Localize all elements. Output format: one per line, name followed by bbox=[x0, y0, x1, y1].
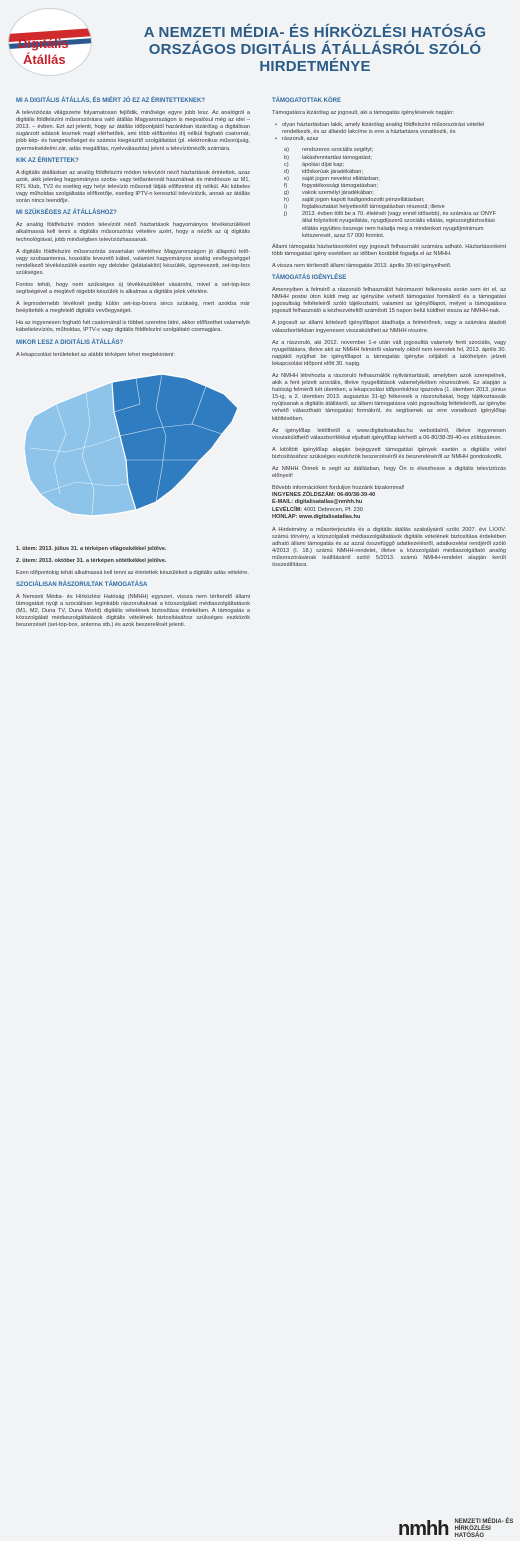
section-heading: MIKOR LESZ A DIGITÁLIS ÁTÁLLÁS? bbox=[16, 339, 124, 346]
paragraph: Amennyiben a felmérő a rászoruló felhasználót háromszori felkeresés során sem éri el, az NMHH postai úton küldi meg az igényübe vehető támogatási formákról és a támogatási jogosultság feltételeiről szóló tájékoztatót, valamint az igénylőlapot, melyet a támogatásra jogosult felhasználó a kézhezvételtől számított 15 napon belül küldhet vissza az NMHH-nak. bbox=[272, 287, 506, 315]
letter-text: saját jogon kapott hadigondozotti pénzellátásban; bbox=[302, 197, 425, 204]
paragraph: A vissza nem térítendő állami támogatás 2013. április 30-tól igényelhető. bbox=[272, 262, 452, 269]
section-heading: MI SZÜKSÉGES AZ ÁTÁLLÁSHOZ? bbox=[16, 210, 117, 217]
letter-text: időskorúak járadékában; bbox=[302, 168, 363, 175]
email-label: E-MAIL: bbox=[272, 499, 294, 506]
schedule-date-2: 2. ütem: 2013. október 31. a térképen sötétkékkel jelölve. bbox=[16, 557, 167, 564]
letter-text: ápolási díjat kap; bbox=[302, 161, 344, 168]
letter-key: c) bbox=[284, 161, 289, 168]
letter-text: lakásfenntartási támogatást; bbox=[302, 154, 372, 161]
contact-web-row bbox=[272, 514, 506, 521]
contact-phone-row bbox=[272, 492, 506, 499]
letter-key: a) bbox=[284, 147, 289, 154]
phone-label: INGYENES ZÖLDSZÁM: bbox=[272, 492, 336, 499]
paragraph: A kitöltött igénylőlap alapján bejegyzett támogatási igények esetén a digitális vétel biztosításához szükséges eszközök beszerzéséről és beszereléséről az NMHH gondoskodik. bbox=[272, 446, 506, 460]
letter-text: saját jogon nevelési ellátásban; bbox=[302, 175, 380, 182]
paragraph: Ezen időpontokig tehát alkalmassá kell tenni az érintettek készülékeit a digitális adás vételére. bbox=[16, 569, 249, 576]
logo-circle bbox=[8, 8, 92, 76]
nmhh-logo bbox=[398, 1518, 520, 1541]
section-heading: TÁMOGATOTTAK KÖRE bbox=[272, 98, 341, 104]
paragraph: Az NMHH létrehozta a rászoruló felhasználók nyilvántartását, amelyben azok szerepelnek, akik a fent jelzett szociális, illetve nyugellátások valamelyikében részesülnek. Ez alapján a hatóság felmérői két ütemben, a lekapcsolási időpontokhoz igazodva (1. ütemben 2013. június 15-ig, a 2. ütemben 2013. augusztus 31-ig) felkeresik a rászorultakat, hogy tájékoztassák nyújtsanak a digitális átállásról, az állami támogatásra való jogosultság feltételeiről, az igénybe vehető választható támogatási formákról, és segítsenek az erre vonatkozó igénylőlap kitöltésében. bbox=[272, 373, 506, 422]
paragraph: Az igénylőlap letölthető a www.digitalisatallas.hu weboldalról, illetve ingyenesen visszaküldhető válaszborítékkal eljuttatt igénylőlap kérhető a 06-80/38-39-40-es zöldszámon. bbox=[272, 427, 506, 441]
paragraph: A lekapcsolási területeket az alábbi térképen lehet megtekinteni: bbox=[16, 351, 175, 358]
letter-item bbox=[284, 176, 506, 183]
right-column bbox=[272, 98, 506, 574]
title-line2: ORSZÁGOS DIGITÁLIS ÁTÁLLÁSRÓL SZÓLÓ HIRDETMÉNYE bbox=[148, 41, 482, 75]
letter-text: foglalkoztatást helyettesítő támogatásban részesül; illetve bbox=[302, 204, 445, 211]
bullet-item: • rászorult, azaz bbox=[282, 136, 506, 143]
letter-item bbox=[284, 204, 506, 211]
letter-item bbox=[284, 169, 506, 176]
letter-key: d) bbox=[284, 168, 289, 175]
web-label: HONLAP: bbox=[272, 513, 298, 520]
section-heading: TÁMOGATÁS IGÉNYLÉSE bbox=[272, 274, 347, 281]
paragraph: A legmodernebb tévéknél pedig külön set-top-boxra sincs szükség, mert azokba már beépítették a megfelelő digitális vevőegységet. bbox=[16, 301, 250, 315]
letter-key: i) bbox=[284, 204, 288, 211]
paragraph: Fontos tehát, hogy nem szükséges új tévékészüléket vásárolni, mivel a set-top-box segítségével a meglévő régebbi készülék is alkalmas a digitális jelek vételére. bbox=[16, 281, 250, 296]
left-column bbox=[16, 98, 250, 635]
letter-item bbox=[284, 147, 506, 154]
letter-key: j) bbox=[284, 211, 288, 218]
letter-text: fogyatékossági támogatásban; bbox=[302, 182, 378, 189]
post-address: 4001 Debrecen, Pf. 230 bbox=[303, 506, 363, 513]
logo-text-line2: Átállás bbox=[23, 52, 66, 67]
paragraph: A Nemzeti Média- és Hírközlési Hatóság (NMHH) egyszeri, vissza nem térítendő állami támogatást nyújt a szociálisan leginkább rászorultaknak a közszolgálati médiaszolgáltatások (M1, M2, Duna TV, Duna World) digitális vételének biztosítása érdekében. A támogatás a közszolgálati médiaszolgáltatások digitális vételének biztosításához szükséges eszközök beszerzését (set-top-box, antenna stb.) és azok beszerelését jelenti. bbox=[16, 594, 250, 629]
eligibility-letter-list bbox=[284, 147, 506, 239]
letter-key: h) bbox=[284, 197, 289, 204]
hungary-map-graphic bbox=[16, 364, 250, 540]
letter-item bbox=[284, 211, 506, 239]
letter-item bbox=[284, 190, 506, 197]
post-label: LEVÉLCÍM: bbox=[272, 506, 303, 513]
schedule-date-1: 1. ütem: 2013. július 31. a térképen világoskékkel jelölve. bbox=[16, 545, 167, 552]
contact-block bbox=[272, 485, 506, 520]
paragraph: A televíziózás világszerte folyamatosan fejlődik, minősége egyre jobb lesz. Az analógról a digitális földfelszíni műsorszórásra való átállás Magyarországon is megvalósul még az idei – 2013. – évben. Ezt azt jelenti, hogy az átállás időpontjától hazánkban kizárólag a digitálisan sugárzott adások lesznek majd elérhetőek, ami több előfizetési díj nélkül fogható csatornát, jobb kép- és hangminőséget és számos kiegészítő szolgáltatást (pl. elektronikus műsorújság, gyermekvédelmi zár, adás megállítás, nyelvválasztás) jelent a televíziónézők számára. bbox=[16, 110, 250, 152]
footer bbox=[0, 742, 520, 1540]
contact-post-row bbox=[272, 507, 506, 514]
paragraph: Ha az ingyenesen fogható hét csatornánál is többet szeretne látni, akkor előfizethet valamelyik kábeltelevíziós, műholdas, IPTV-s vagy digitális földfelszíni szolgáltató csomagjára. bbox=[16, 320, 250, 334]
nmhh-name-line1: NEMZETI MÉDIA- ÉS bbox=[454, 1519, 514, 1525]
eligibility-bullet-list bbox=[282, 122, 506, 143]
map-phase2-dark-area bbox=[112, 374, 238, 510]
contact-email-row bbox=[272, 499, 506, 506]
letter-text: rendszeres szociális segélyt; bbox=[302, 147, 374, 154]
nmhh-name-line2: HÍRKÖZLÉSI HATÓSÁG bbox=[454, 1526, 491, 1539]
paragraph: A jogosult az állami kötelező igénylőlapot átadhatja a felmérőnek, vagy a számára átadott válaszborítékban ingyenesen visszaküldheti az NMHH részére. bbox=[272, 320, 506, 334]
paragraph: Az NMHH Önnek is segít az átállásban, hogy Ön is élvezhesse a digitális televíziózás előnyeit! bbox=[272, 466, 506, 480]
paragraph: Állami támogatás háztartásonként egy jogosult felhasználó számára adható. Háztartásonként több támogatási igény esetében az időben korábbit fogadja el az NMHH. bbox=[272, 243, 506, 257]
title-line1: A NEMZETI MÉDIA- ÉS HÍRKÖZLÉSI HATÓSÁG bbox=[143, 24, 487, 41]
digitalis-atallas-logo bbox=[8, 8, 94, 78]
paragraph: Az analóg földfelszíni módon televíziót néző háztartások hagyományos tévékészülékeit alkalmassá kell tenni a digitális műsorszórás vételére azért, hogy a nézők az új digitális technológiával, jobb minőségben televíziózhassanak. bbox=[16, 222, 250, 243]
paragraph: A Hirdetmény a műsorterjesztés és a digitális átállás szabályairól szóló 2007. évi LXXIV. számú törvény, a közszolgálati médiaszolgáltatások digitális vételének biztosítása érdekében adható állami támogatás és az azzal összefüggő adatkezelésről, adatkezelési rendjéről szóló 4/2013 (I. 18.) számú NMHH-rendelet, illetve a közszolgálati médiaszolgáltató analóg műsorszórásának leállításáról szóló 5/2013. számú NMHH-rendelet alapján került összeállításra. bbox=[272, 526, 506, 569]
hungary-map bbox=[16, 364, 250, 540]
contact-intro: Bővebb információkért forduljon hozzánk bizalommal! bbox=[272, 485, 405, 492]
nmhh-wordmark: nmhh bbox=[398, 1518, 449, 1540]
letter-key: g) bbox=[284, 190, 289, 197]
letter-item bbox=[284, 197, 506, 204]
letter-text: 2013. évben tölti be a 70. életévét (vagy ennél idősebb), és számára az ONYF által folyósított nyugellátás, nyugdíjszerű szociális ellátás, egészségbiztosítási ellátás együttes összege nem haladja meg a mindenkori nyugdíjminimum kétszeresét, azaz 57 000 forintot. bbox=[302, 211, 497, 239]
header bbox=[0, 0, 520, 86]
section-heading: KIK AZ ÉRINTETTEK? bbox=[16, 157, 79, 164]
section-heading: MI A DIGITÁLIS ÁTÁLLÁS, ÉS MIÉRT JÓ EZ AZ ÉRINTETTEKNEK? bbox=[16, 98, 205, 104]
phone-number[interactable]: 06-80/38-39-40 bbox=[336, 492, 376, 499]
letter-key: f) bbox=[284, 182, 288, 189]
letter-key: b) bbox=[284, 154, 289, 161]
bullet-item: • olyan háztartásban lakik, amely kizárólag analóg földfelszíni műsorszórási vételtel rendelkezik, és az állandó lakcíme is erre a háztartásra vonatkozik, és bbox=[282, 122, 506, 136]
section-heading: SZOCIÁLISAN RÁSZORULTAK TÁMOGATÁSA bbox=[16, 582, 148, 588]
letter-item bbox=[284, 183, 506, 190]
logo-text-line1: Digitális bbox=[18, 36, 69, 51]
paragraph: A digitális átállásban az analóg földfelszíni módon televíziót néző háztartások érintettek, azaz azok, akik jelenleg hagyományos szoba- vagy tetőantennát használnak és mindössze az M1, RTL Klub, TV2 és esetleg egy helyi televízió műsorait látják előfizetési díj nélkül. Aki kábeles vagy műholdas szolgáltatás előfizetője, esetleg IPTV-n keresztül televíziózik, annak az átállás során nincs teendője. bbox=[16, 169, 250, 205]
letter-text: vakok személyi járadékában; bbox=[302, 190, 374, 197]
paragraph: Támogatásra kizárólag az jogosult, aki a támogatás igénylésének napján: bbox=[272, 110, 454, 117]
letter-item bbox=[284, 155, 506, 162]
letter-item bbox=[284, 162, 506, 169]
paragraph: Az a rászoruló, aki 2012. november 1-e után vált jogosulttá valamely fenti szociális, vagy nyugellátásra, illetve akit az NMHH felmérői valamely okból nem kerestek fel, 2013. április 30. napjától nyújthat be igénylőlapot a támogatás igénybe céljából a lakóhelyén jelzett lekapcsolási időpont előtt 30. napig. bbox=[272, 339, 506, 367]
letter-key: e) bbox=[284, 175, 289, 182]
page-title bbox=[115, 24, 515, 75]
paragraph: A digitális földfelszíni műsorszórás zavartalan vételéhez Magyarországon jó állapotú tető- vagy szobaantenna, koaxiális levezető kábel, valamint hagyományos analóg vevőegységgel rendelkező tévékészülék esetén egy dekóder (jelátalakító) készülék, úgynevezett, set-top-box szükséges. bbox=[16, 248, 250, 276]
web-link[interactable]: www.digitalisatallas.hu bbox=[299, 513, 361, 520]
email-link[interactable]: digitalisatallas@nmhh.hu bbox=[294, 499, 363, 506]
nmhh-name bbox=[454, 1519, 520, 1540]
